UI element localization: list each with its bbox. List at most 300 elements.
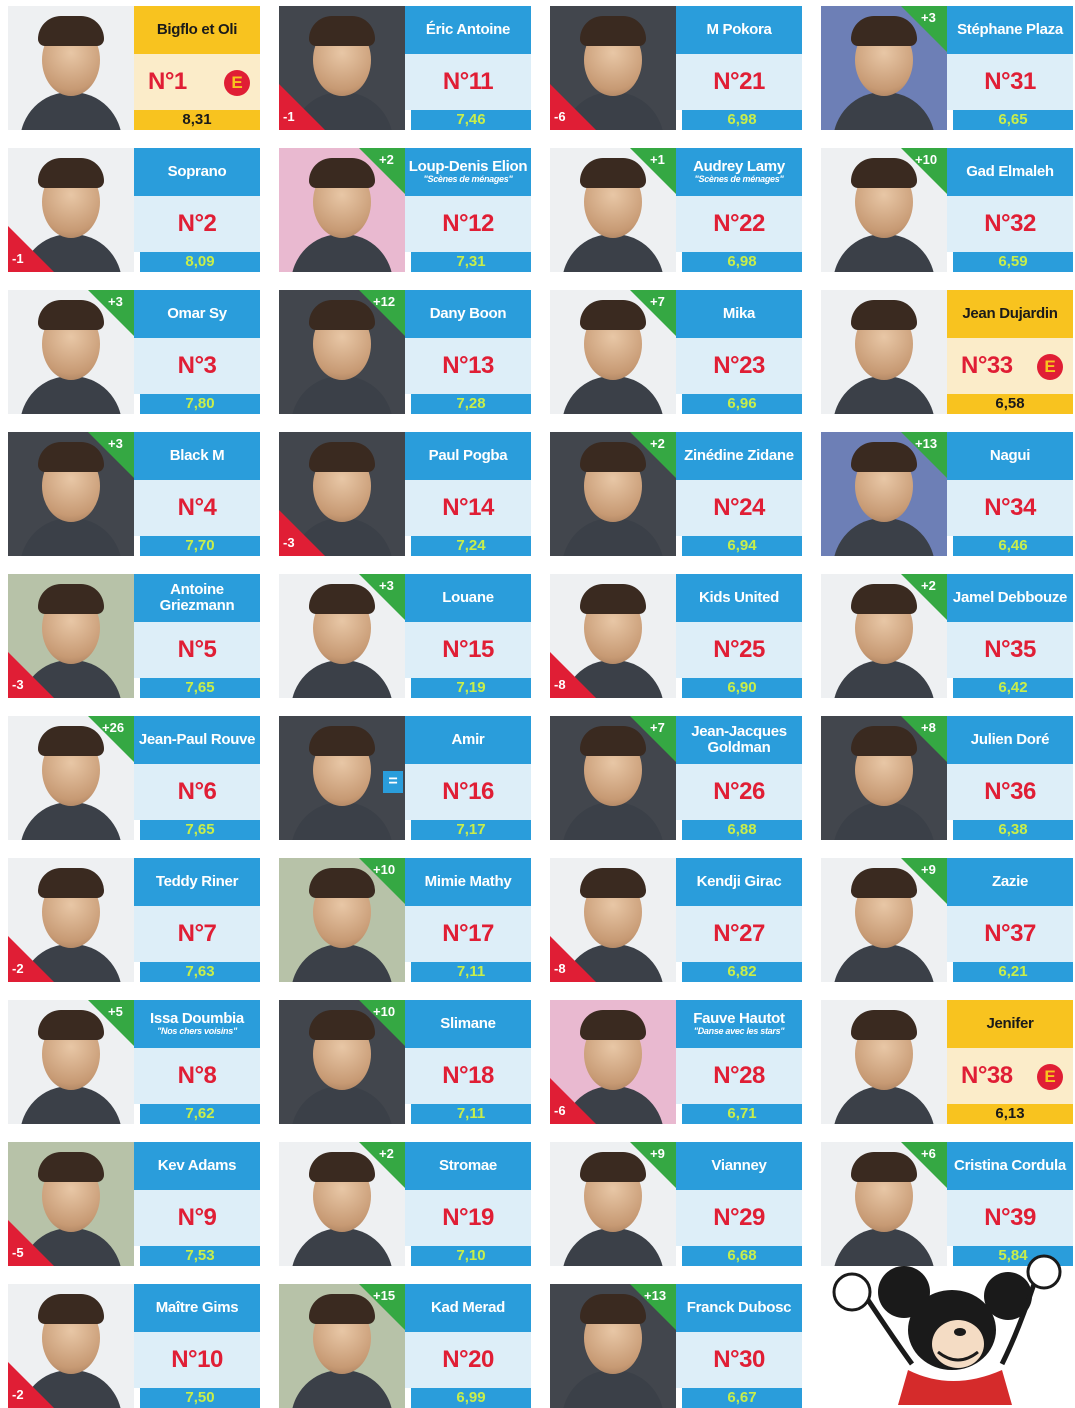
person-name: [676, 290, 802, 338]
exclusive-badge: E: [1037, 1064, 1063, 1090]
portrait-shoulders: [562, 234, 664, 272]
card-info: [676, 574, 802, 698]
portrait-shoulders: [20, 1086, 122, 1124]
portrait-shoulders: [291, 660, 393, 698]
person-show-subtitle: "Scènes de ménages": [423, 174, 513, 185]
score-value: 7,24: [411, 536, 531, 556]
ranking-card[interactable]: [8, 716, 260, 840]
rank-change-label: +8: [921, 720, 936, 735]
card-info: [134, 1284, 260, 1408]
portrait-shoulders: [562, 1370, 664, 1408]
rank-change-label: -1: [283, 109, 295, 124]
person-name-text: Zazie: [991, 872, 1028, 890]
person-name: [947, 290, 1073, 338]
ranking-card[interactable]: [279, 6, 531, 130]
rank-number: N°2: [134, 196, 260, 252]
card-info: [134, 148, 260, 272]
portrait-hair: [580, 868, 646, 898]
card-info: [947, 716, 1073, 840]
person-name: [134, 574, 260, 622]
ranking-card[interactable]: [8, 574, 260, 698]
rank-number: N°17: [405, 906, 531, 962]
rank-number: N°11: [405, 54, 531, 110]
rank-change-label: +7: [650, 294, 665, 309]
card-info: [405, 1284, 531, 1408]
score-value: 7,70: [140, 536, 260, 556]
person-name: [405, 858, 531, 906]
person-name-text: Soprano: [167, 162, 227, 180]
ranking-card[interactable]: [821, 574, 1073, 698]
card-info: [676, 1284, 802, 1408]
ranking-card[interactable]: [550, 1284, 802, 1408]
card-info: [405, 1142, 531, 1266]
rank-change-label: -3: [283, 535, 295, 550]
person-name: [134, 432, 260, 480]
portrait-shoulders: [20, 376, 122, 414]
rank-number: N°31: [947, 54, 1073, 110]
portrait-shoulders: [562, 1228, 664, 1266]
rank-change-label: +10: [373, 1004, 396, 1019]
card-info: [947, 148, 1073, 272]
card-info: [134, 1142, 260, 1266]
exclusive-badge: E: [224, 70, 250, 96]
card-info: [134, 858, 260, 982]
person-name: [134, 1000, 260, 1048]
rank-change-label: +2: [921, 578, 936, 593]
ranking-card[interactable]: [550, 574, 802, 698]
ranking-card[interactable]: [550, 716, 802, 840]
portrait-hair: [309, 442, 375, 472]
person-name-text: Jenifer: [986, 1014, 1034, 1032]
person-name-text: Amir: [451, 730, 485, 748]
person-name-text: Louane: [442, 588, 494, 606]
rank-number: N°7: [134, 906, 260, 962]
card-info: [405, 1000, 531, 1124]
person-name: [405, 432, 531, 480]
person-name-text: Mika: [722, 304, 756, 322]
rank-number: N°3: [134, 338, 260, 394]
person-name: [947, 432, 1073, 480]
score-value: 6,21: [953, 962, 1073, 982]
portrait-shoulders: [833, 234, 935, 272]
card-info: [405, 6, 531, 130]
ranking-card[interactable]: [8, 1000, 260, 1124]
person-name-text: Franck Dubosc: [686, 1298, 792, 1316]
portrait-hair: [309, 16, 375, 46]
portrait-shoulders: [833, 660, 935, 698]
portrait-shoulders: [291, 944, 393, 982]
person-name-text: Nagui: [989, 446, 1031, 464]
card-info: [405, 574, 531, 698]
rank-change-label: -2: [12, 961, 24, 976]
score-value: 6,67: [682, 1388, 802, 1408]
score-value: 7,53: [140, 1246, 260, 1266]
ranking-card[interactable]: [550, 1000, 802, 1124]
person-name-text: Jean Dujardin: [962, 304, 1058, 322]
card-info: [405, 432, 531, 556]
person-name: [676, 716, 802, 764]
person-name: [405, 1000, 531, 1048]
rank-number: N°39: [947, 1190, 1073, 1246]
card-info: [134, 574, 260, 698]
rank-number: N°10: [134, 1332, 260, 1388]
portrait-shoulders: [833, 518, 935, 556]
person-name: [134, 1142, 260, 1190]
person-name: [947, 716, 1073, 764]
ranking-card[interactable]: [8, 1142, 260, 1266]
rank-number: N°30: [676, 1332, 802, 1388]
person-name-text: Kendji Girac: [696, 872, 782, 890]
score-value: 5,84: [953, 1246, 1073, 1266]
rank-change-label: +13: [644, 1288, 667, 1303]
ranking-card[interactable]: [550, 6, 802, 130]
score-value: 7,46: [411, 110, 531, 130]
card-info: [947, 1142, 1073, 1266]
ranking-card[interactable]: [8, 6, 260, 130]
ranking-card[interactable]: [821, 6, 1073, 130]
card-info: [676, 432, 802, 556]
portrait-shoulders: [291, 1370, 393, 1408]
portrait-hair: [851, 1010, 917, 1040]
score-value: 7,65: [140, 678, 260, 698]
score-value: 6,71: [682, 1104, 802, 1124]
score-value: 7,17: [411, 820, 531, 840]
score-value: 8,31: [134, 110, 260, 130]
rank-number: N°21: [676, 54, 802, 110]
ranking-card[interactable]: [550, 148, 802, 272]
rank-change-label: +26: [102, 720, 125, 735]
rank-change-label: -6: [554, 109, 566, 124]
card-info: [676, 148, 802, 272]
rank-number: N°37: [947, 906, 1073, 962]
portrait-shoulders: [20, 802, 122, 840]
portrait-photo: [821, 1000, 947, 1124]
portrait-shoulders: [833, 1086, 935, 1124]
ranking-card[interactable]: [279, 290, 531, 414]
score-value: 7,62: [140, 1104, 260, 1124]
card-info: [947, 432, 1073, 556]
person-name: [947, 1142, 1073, 1190]
ranking-card[interactable]: [550, 1142, 802, 1266]
person-name-text: Audrey Lamy: [693, 157, 785, 175]
card-info: [676, 290, 802, 414]
card-info: [676, 1142, 802, 1266]
person-name: [405, 290, 531, 338]
person-name: [405, 1142, 531, 1190]
person-name: [676, 432, 802, 480]
score-value: 8,09: [140, 252, 260, 272]
portrait-shoulders: [20, 518, 122, 556]
score-value: 7,19: [411, 678, 531, 698]
ranking-card[interactable]: [8, 858, 260, 982]
score-value: 6,90: [682, 678, 802, 698]
rank-number: N°22: [676, 196, 802, 252]
rank-number: N°23: [676, 338, 802, 394]
rank-change-label: +3: [921, 10, 936, 25]
card-info: [134, 290, 260, 414]
score-value: 6,65: [953, 110, 1073, 130]
card-info: [947, 574, 1073, 698]
person-name: [134, 6, 260, 54]
person-name-text: Julien Doré: [970, 730, 1050, 748]
person-name: [676, 1284, 802, 1332]
rank-number: N°5: [134, 622, 260, 678]
portrait-shoulders: [833, 92, 935, 130]
portrait-shoulders: [20, 92, 122, 130]
rank-number: N°28: [676, 1048, 802, 1104]
rank-number: N°16: [405, 764, 531, 820]
person-name-text: Omar Sy: [167, 304, 227, 322]
card-info: [676, 858, 802, 982]
rank-number: N°36: [947, 764, 1073, 820]
person-name: [676, 1000, 802, 1048]
ranking-card[interactable]: [8, 1284, 260, 1408]
portrait-shoulders: [833, 802, 935, 840]
portrait-shoulders: [562, 802, 664, 840]
person-show-subtitle: "Danse avec les stars": [693, 1026, 785, 1037]
person-name-text: Teddy Riner: [155, 872, 239, 890]
ranking-card[interactable]: [821, 858, 1073, 982]
person-name-text: Paul Pogba: [428, 446, 508, 464]
rank-number: N°8: [134, 1048, 260, 1104]
rank-change-label: -6: [554, 1103, 566, 1118]
portrait-hair: [38, 158, 104, 188]
ranking-card[interactable]: [821, 1000, 1073, 1124]
person-name-text: Loup-Denis Elion: [408, 157, 528, 175]
score-value: 7,63: [140, 962, 260, 982]
person-name-text: Éric Antoine: [425, 20, 511, 38]
rank-number: N°29: [676, 1190, 802, 1246]
rank-change-label: +2: [379, 152, 394, 167]
portrait-shoulders: [562, 518, 664, 556]
ranking-card[interactable]: [279, 716, 531, 840]
portrait-shoulders: [562, 376, 664, 414]
rank-number: N°27: [676, 906, 802, 962]
rank-change-label: +2: [379, 1146, 394, 1161]
rank-change-label: -5: [12, 1245, 24, 1260]
person-name-text: Cristina Cordula: [954, 1156, 1066, 1174]
rank-change-label: +6: [921, 1146, 936, 1161]
score-value: 7,10: [411, 1246, 531, 1266]
rank-number: N°24: [676, 480, 802, 536]
person-name: [134, 148, 260, 196]
score-value: 6,82: [682, 962, 802, 982]
person-name: [405, 148, 531, 196]
portrait-hair: [38, 1152, 104, 1182]
ranking-card[interactable]: [279, 432, 531, 556]
portrait-hair: [38, 16, 104, 46]
score-value: 6,94: [682, 536, 802, 556]
ranking-card[interactable]: [821, 1142, 1073, 1266]
card-info: [676, 716, 802, 840]
rank-number: N°35: [947, 622, 1073, 678]
rank-change-label: -3: [12, 677, 24, 692]
rank-change-label: -8: [554, 961, 566, 976]
person-name-text: Slimane: [440, 1014, 496, 1032]
ranking-card[interactable]: [8, 290, 260, 414]
person-name-text: Fauve Hautot: [693, 1009, 785, 1027]
person-name-text: Issa Doumbia: [150, 1009, 244, 1027]
portrait-shoulders: [291, 802, 393, 840]
ranking-card[interactable]: [279, 858, 531, 982]
person-name: [947, 1000, 1073, 1048]
rank-number: N°34: [947, 480, 1073, 536]
person-name-text: Jean-Paul Rouve: [138, 730, 256, 748]
person-name: [947, 574, 1073, 622]
score-value: 7,80: [140, 394, 260, 414]
person-name-text: Jean-Jacques Goldman: [691, 722, 787, 756]
person-name: [947, 858, 1073, 906]
person-name: [405, 1284, 531, 1332]
person-name-text: Gad Elmaleh: [966, 162, 1054, 180]
ranking-card[interactable]: [550, 858, 802, 982]
ranking-card[interactable]: [279, 1142, 531, 1266]
person-name-text: Kad Merad: [431, 1298, 505, 1316]
score-value: 6,96: [682, 394, 802, 414]
person-show-subtitle: "Scènes de ménages": [694, 174, 784, 185]
card-info: [947, 858, 1073, 982]
person-name-text: Vianney: [711, 1156, 767, 1174]
rank-number: N°19: [405, 1190, 531, 1246]
rank-change-label: +9: [921, 862, 936, 877]
ranking-card[interactable]: [821, 148, 1073, 272]
person-name: [405, 6, 531, 54]
person-name-text: Bigflo et Oli: [156, 20, 238, 38]
score-value: 7,65: [140, 820, 260, 840]
ranking-card[interactable]: [550, 432, 802, 556]
person-name-text: M Pokora: [706, 20, 772, 38]
person-name-text: Stéphane Plaza: [957, 20, 1063, 38]
person-name: [405, 574, 531, 622]
score-value: 7,31: [411, 252, 531, 272]
person-name: [405, 716, 531, 764]
ranking-card[interactable]: [821, 432, 1073, 556]
ranking-card[interactable]: [8, 432, 260, 556]
portrait-shoulders: [291, 376, 393, 414]
rank-number: N°18: [405, 1048, 531, 1104]
portrait-hair: [38, 584, 104, 614]
ranking-card[interactable]: [8, 148, 260, 272]
rank-change-label: +10: [915, 152, 938, 167]
mickey-mouse-illustration: [812, 1252, 1075, 1405]
rank-number: N°20: [405, 1332, 531, 1388]
score-value: 6,99: [411, 1388, 531, 1408]
score-value: 6,98: [682, 110, 802, 130]
portrait-photo: [8, 6, 134, 130]
person-name: [676, 1142, 802, 1190]
person-name: [134, 858, 260, 906]
rank-change-label: +3: [379, 578, 394, 593]
score-value: 7,11: [411, 1104, 531, 1124]
score-value: 7,11: [411, 962, 531, 982]
rank-number: N°9: [134, 1190, 260, 1246]
rank-number: N°12: [405, 196, 531, 252]
ranking-card[interactable]: [821, 290, 1073, 414]
ranking-card[interactable]: [550, 290, 802, 414]
ranking-card[interactable]: [821, 716, 1073, 840]
score-value: 7,28: [411, 394, 531, 414]
ranking-card[interactable]: [279, 148, 531, 272]
person-name: [134, 716, 260, 764]
rank-change-label: +7: [650, 720, 665, 735]
rank-number: N°1: [134, 54, 260, 110]
score-value: 6,58: [947, 394, 1073, 414]
card-info: [405, 290, 531, 414]
rank-unchanged-badge: =: [383, 771, 403, 793]
portrait-photo: [821, 290, 947, 414]
rank-change-label: +3: [108, 436, 123, 451]
person-name-text: Kev Adams: [157, 1156, 237, 1174]
rank-number: N°14: [405, 480, 531, 536]
rank-change-label: +12: [373, 294, 396, 309]
rank-change-label: -8: [554, 677, 566, 692]
card-info: [947, 1000, 1073, 1124]
rank-change-label: +9: [650, 1146, 665, 1161]
rank-change-label: -1: [12, 251, 24, 266]
person-name: [947, 148, 1073, 196]
rank-change-label: +3: [108, 294, 123, 309]
person-name-text: Maître Gims: [155, 1298, 239, 1316]
card-info: [134, 1000, 260, 1124]
person-name-text: Black M: [169, 446, 225, 464]
card-info: [405, 716, 531, 840]
card-info: [676, 6, 802, 130]
card-info: [134, 716, 260, 840]
person-name-text: Stromae: [439, 1156, 497, 1174]
person-name: [947, 6, 1073, 54]
card-info: [405, 148, 531, 272]
score-value: 7,50: [140, 1388, 260, 1408]
rank-number: N°38: [947, 1048, 1073, 1104]
card-info: [405, 858, 531, 982]
person-name-text: Mimie Mathy: [424, 872, 512, 890]
ranking-card[interactable]: [279, 1284, 531, 1408]
person-name: [676, 574, 802, 622]
score-value: 6,38: [953, 820, 1073, 840]
person-name: [134, 1284, 260, 1332]
rank-number: N°26: [676, 764, 802, 820]
portrait-hair: [38, 868, 104, 898]
score-value: 6,98: [682, 252, 802, 272]
rank-change-label: +1: [650, 152, 665, 167]
score-value: 6,42: [953, 678, 1073, 698]
rank-number: N°32: [947, 196, 1073, 252]
card-info: [134, 432, 260, 556]
rank-change-label: +10: [373, 862, 396, 877]
rank-change-label: +5: [108, 1004, 123, 1019]
portrait-hair: [580, 584, 646, 614]
exclusive-badge: E: [1037, 354, 1063, 380]
person-name-text: Antoine Griezmann: [159, 580, 235, 614]
person-name-text: Jamel Debbouze: [952, 588, 1068, 606]
score-value: 6,13: [947, 1104, 1073, 1124]
person-show-subtitle: "Nos chers voisins": [157, 1026, 237, 1037]
rank-number: N°15: [405, 622, 531, 678]
rank-change-label: -2: [12, 1387, 24, 1402]
portrait-hair: [851, 300, 917, 330]
rank-number: N°4: [134, 480, 260, 536]
person-name-text: Kids United: [698, 588, 780, 606]
card-info: [947, 6, 1073, 130]
person-name: [676, 6, 802, 54]
portrait-hair: [580, 16, 646, 46]
ranking-card[interactable]: [279, 574, 531, 698]
person-name-text: Zinédine Zidane: [684, 446, 794, 464]
rank-number: N°33: [947, 338, 1073, 394]
person-name-text: Dany Boon: [429, 304, 507, 322]
card-info: [947, 290, 1073, 414]
ranking-card[interactable]: [279, 1000, 531, 1124]
